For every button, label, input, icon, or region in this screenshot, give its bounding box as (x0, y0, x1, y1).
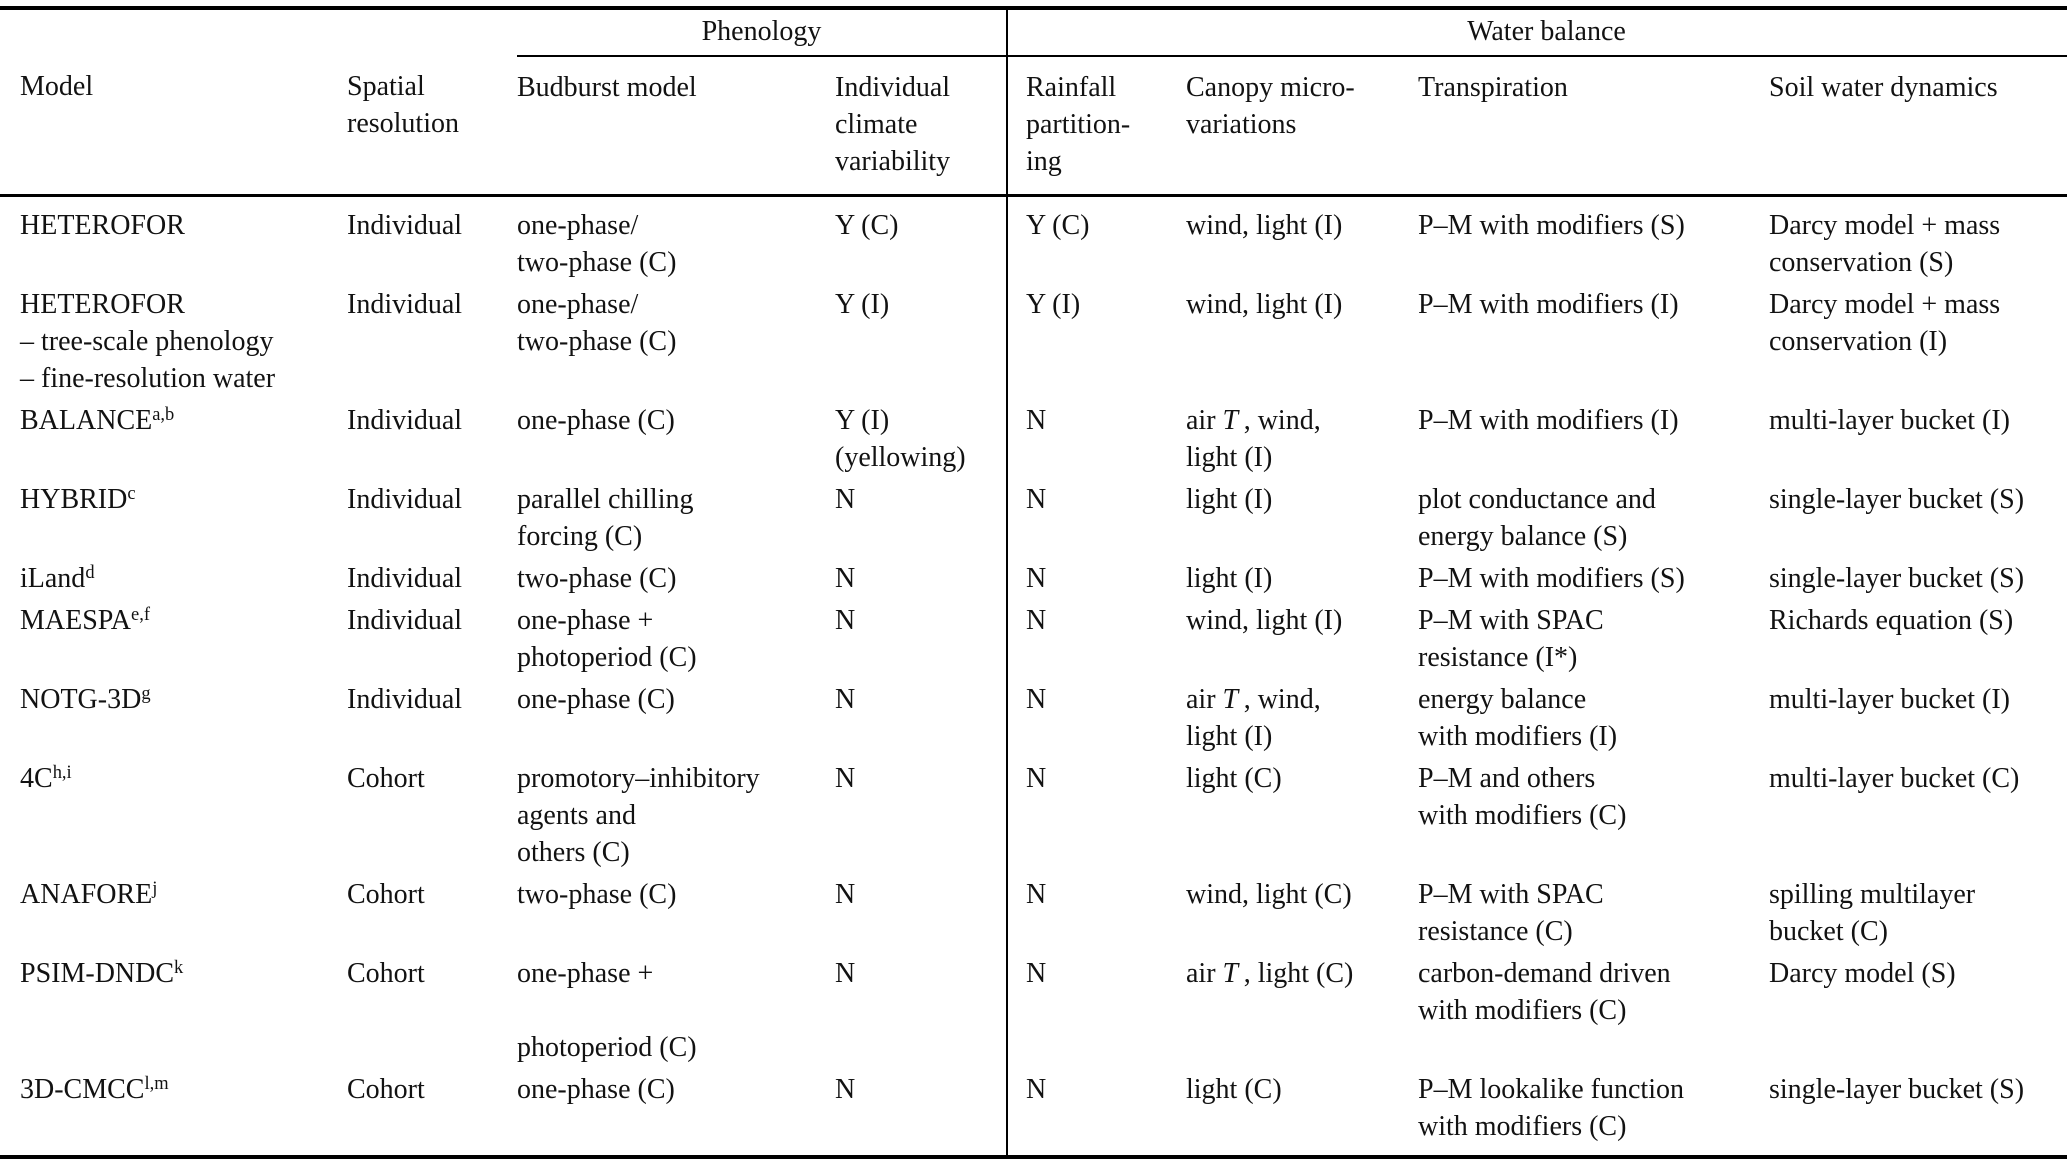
cell-spatial (347, 676, 517, 755)
cell-line: N (835, 563, 856, 594)
table-row (0, 755, 2067, 871)
table-row (0, 871, 2067, 950)
cell-canopy (1186, 1066, 1418, 1157)
cell-canopy (1186, 281, 1418, 397)
cell-model (0, 281, 347, 397)
cell-line: wind, light (I) (1186, 210, 1343, 241)
cell-soil (1769, 597, 2067, 676)
cell-budburst (517, 476, 835, 555)
group-label-phenology: Phenology (701, 16, 822, 47)
table-body (0, 196, 2067, 1158)
cell-line: two-phase (C) (517, 879, 677, 910)
cell-line: energy balance (S) (1418, 521, 1628, 552)
cell-soil (1769, 281, 2067, 397)
cell-canopy (1186, 397, 1418, 476)
cell-line: N (1026, 563, 1047, 594)
cell-budburst (517, 555, 835, 597)
cell-line: MAESPA$^{e,f}$ (20, 603, 150, 636)
cell-line: light (I) (1186, 563, 1273, 594)
cell-rainfall (1007, 755, 1186, 871)
cell-line: one-phase (C) (517, 684, 675, 715)
cell-line: P–M and others (1418, 763, 1596, 794)
cell-soil (1769, 196, 2067, 282)
cell-budburst (517, 397, 835, 476)
cell-soil (1769, 755, 2067, 871)
cell-line: with modifiers (C) (1418, 1111, 1627, 1142)
cell-spatial (347, 397, 517, 476)
cell-line: one-phase/ (517, 289, 639, 320)
cell-icv (835, 1066, 1007, 1157)
cell-line: BALANCE$^{a,b}$ (20, 403, 175, 436)
cell-line: (yellowing) (835, 442, 966, 473)
cell-transpiration (1418, 871, 1769, 950)
cell-line: HYBRID$^c$ (20, 482, 136, 515)
cell-line: photoperiod (C) (517, 1032, 697, 1063)
column-header-row (0, 56, 2067, 196)
cell-rainfall (1007, 597, 1186, 676)
cell-line: Individual (347, 210, 463, 241)
cell-line: two-phase (C) (517, 563, 677, 594)
cell-model (0, 397, 347, 476)
cell-line: energy balance (1418, 684, 1587, 715)
cell-line: HETEROFOR (20, 210, 185, 241)
cell-line: Individual (347, 405, 463, 436)
cell-spatial (347, 755, 517, 871)
cell-budburst (517, 950, 835, 1066)
cell-spatial (347, 597, 517, 676)
cell-line: N (835, 1074, 856, 1105)
cell-model (0, 597, 347, 676)
cell-line: promotory–inhibitory (517, 763, 760, 794)
cell-line: carbon-demand driven (1418, 958, 1671, 989)
cell-spatial (347, 281, 517, 397)
cell-line: one-phase/ (517, 210, 639, 241)
cell-line: $4C^{h,i}$ (20, 761, 72, 794)
cell-line: two-phase (C) (517, 326, 677, 357)
column-header-transpiration: Transpiration (1418, 56, 1769, 196)
cell-line: two-phase (C) (517, 247, 677, 278)
cell-line: N (1026, 879, 1047, 910)
cell-line: – tree-scale phenology (20, 326, 274, 357)
cell-line: one-phase (C) (517, 405, 675, 436)
column-header-icv: Individual climate variability (835, 56, 1007, 196)
cell-rainfall (1007, 281, 1186, 397)
cell-line: resistance (C) (1418, 916, 1573, 947)
cell-transpiration (1418, 281, 1769, 397)
cell-line: N (835, 605, 856, 636)
cell-line: parallel chilling (517, 484, 694, 515)
cell-icv (835, 871, 1007, 950)
cell-soil (1769, 950, 2067, 1066)
group-header-water-balance (1007, 8, 2067, 56)
cell-icv (835, 281, 1007, 397)
cell-spatial (347, 871, 517, 950)
cell-budburst (517, 755, 835, 871)
cell-rainfall (1007, 1066, 1186, 1157)
cell-line: light (I) (1186, 721, 1273, 752)
cell-transpiration (1418, 755, 1769, 871)
cell-line: N (1026, 684, 1047, 715)
cell-line: PSIM-DNDC$^k$ (20, 956, 184, 989)
cell-transpiration (1418, 676, 1769, 755)
cell-canopy (1186, 871, 1418, 950)
cell-transpiration (1418, 1066, 1769, 1157)
cell-rainfall (1007, 871, 1186, 950)
table-row (0, 281, 2067, 397)
cell-icv (835, 950, 1007, 1066)
table-row (0, 597, 2067, 676)
cell-line: N (835, 763, 856, 794)
cell-line: Richards equation (S) (1769, 605, 2014, 636)
cell-transpiration (1418, 397, 1769, 476)
cell-line: Darcy model (S) (1769, 958, 1956, 989)
cell-soil (1769, 476, 2067, 555)
cell-icv (835, 196, 1007, 282)
cell-line: with modifiers (I) (1418, 721, 1618, 752)
cell-line: Individual (347, 605, 463, 636)
cell-line: N (835, 958, 856, 989)
cell-line: wind, light (I) (1186, 289, 1343, 320)
cell-line: agents and (517, 800, 636, 831)
cell-line: Cohort (347, 879, 425, 910)
cell-canopy (1186, 555, 1418, 597)
models-comparison-table (0, 6, 2067, 1159)
cell-line: P–M with modifiers (I) (1418, 405, 1679, 436)
cell-line: light (I) (1186, 442, 1273, 473)
cell-line: Y (I) (835, 289, 890, 320)
column-header-canopy: Canopy micro- variations (1186, 56, 1418, 196)
cell-icv (835, 555, 1007, 597)
cell-line: N (1026, 405, 1047, 436)
group-header-spacer (0, 8, 517, 56)
cell-line: multi-layer bucket (I) (1769, 684, 2011, 715)
column-header-soil: Soil water dynamics (1769, 56, 2067, 196)
table-row (0, 950, 2067, 1066)
cell-rainfall (1007, 397, 1186, 476)
cell-line: light (I) (1186, 484, 1273, 515)
cell-line: multi-layer bucket (I) (1769, 405, 2011, 436)
cell-line: Individual (347, 684, 463, 715)
cell-line: 3D-CMCC$^{l,m}$ (20, 1072, 169, 1105)
group-header-phenology (517, 8, 1007, 56)
cell-line: wind, light (I) (1186, 605, 1343, 636)
cell-canopy (1186, 950, 1418, 1066)
cell-line: air T , wind, (1186, 405, 1321, 436)
cell-soil (1769, 397, 2067, 476)
cell-budburst (517, 281, 835, 397)
cell-line: Darcy model + mass (1769, 210, 2001, 241)
cell-line: wind, light (C) (1186, 879, 1352, 910)
cell-line: spilling multilayer (1769, 879, 1976, 910)
cell-line: Cohort (347, 1074, 425, 1105)
cell-line: HETEROFOR (20, 289, 185, 320)
cell-line: P–M with modifiers (S) (1418, 563, 1685, 594)
cell-line: single-layer bucket (S) (1769, 563, 2025, 594)
cell-line (517, 992, 835, 1029)
cell-spatial (347, 476, 517, 555)
cell-line: N (1026, 605, 1047, 636)
cell-line: NOTG-$3D^g$ (20, 682, 151, 715)
column-header-spatial: Spatial resolution (347, 56, 517, 196)
cell-budburst (517, 871, 835, 950)
cell-line: light (C) (1186, 763, 1282, 794)
cell-line: Darcy model + mass (1769, 289, 2001, 320)
cell-model (0, 1066, 347, 1157)
cell-model (0, 676, 347, 755)
cell-line: one-phase + (517, 605, 654, 636)
cell-line: single-layer bucket (S) (1769, 484, 2025, 515)
cell-model (0, 555, 347, 597)
table-row (0, 1066, 2067, 1157)
table-row (0, 555, 2067, 597)
cell-line: Individual (347, 484, 463, 515)
cell-line: P–M with SPAC (1418, 605, 1604, 636)
column-header-rainfall: Rainfall partition- ing (1007, 56, 1186, 196)
cell-transpiration (1418, 476, 1769, 555)
cell-line: photoperiod (C) (517, 642, 697, 673)
column-header-model: Model (0, 56, 347, 196)
cell-transpiration (1418, 950, 1769, 1066)
cell-line: Cohort (347, 958, 425, 989)
cell-line: Y (I) (1026, 289, 1081, 320)
column-header-budburst: Budburst model (517, 56, 835, 196)
cell-model (0, 755, 347, 871)
table-row (0, 196, 2067, 282)
cell-line: N (835, 879, 856, 910)
cell-line: P–M with SPAC (1418, 879, 1604, 910)
cell-transpiration (1418, 597, 1769, 676)
cell-canopy (1186, 755, 1418, 871)
cell-line: Y (C) (835, 210, 899, 241)
cell-spatial (347, 950, 517, 1066)
cell-icv (835, 755, 1007, 871)
cell-canopy (1186, 597, 1418, 676)
cell-line: Y (C) (1026, 210, 1090, 241)
cell-transpiration (1418, 555, 1769, 597)
cell-line: with modifiers (C) (1418, 800, 1627, 831)
cell-model (0, 950, 347, 1066)
cell-soil (1769, 871, 2067, 950)
cell-soil (1769, 1066, 2067, 1157)
cell-line: multi-layer bucket (C) (1769, 763, 2020, 794)
cell-line: one-phase (C) (517, 1074, 675, 1105)
cell-icv (835, 476, 1007, 555)
cell-line: conservation (I) (1769, 326, 1948, 357)
cell-spatial (347, 1066, 517, 1157)
cell-line: N (1026, 484, 1047, 515)
cell-line: Y (I) (835, 405, 890, 436)
cell-line: plot conductance and (1418, 484, 1656, 515)
cell-line: Individual (347, 563, 463, 594)
cell-line: single-layer bucket (S) (1769, 1074, 2025, 1105)
cell-budburst (517, 597, 835, 676)
cell-line: forcing (C) (517, 521, 643, 552)
group-label-water-balance: Water balance (1467, 16, 1626, 47)
cell-line: P–M with modifiers (I) (1418, 289, 1679, 320)
cell-line: resistance (I*) (1418, 642, 1578, 673)
group-header-row (0, 8, 2067, 56)
cell-spatial (347, 555, 517, 597)
table-row (0, 397, 2067, 476)
cell-line: – fine-resolution water (20, 363, 276, 394)
cell-line: with modifiers (C) (1418, 995, 1627, 1026)
table-row (0, 476, 2067, 555)
cell-spatial (347, 196, 517, 282)
cell-line: light (C) (1186, 1074, 1282, 1105)
cell-canopy (1186, 196, 1418, 282)
cell-canopy (1186, 676, 1418, 755)
cell-rainfall (1007, 555, 1186, 597)
cell-model (0, 476, 347, 555)
cell-line: P–M lookalike function (1418, 1074, 1684, 1105)
cell-line: N (1026, 763, 1047, 794)
cell-line: N (835, 684, 856, 715)
cell-line: one-phase + (517, 958, 654, 989)
cell-soil (1769, 676, 2067, 755)
cell-line: conservation (S) (1769, 247, 1954, 278)
cell-line: N (1026, 1074, 1047, 1105)
cell-line: iLand$^d$ (20, 561, 95, 594)
cell-budburst (517, 676, 835, 755)
cell-line: N (835, 484, 856, 515)
cell-rainfall (1007, 476, 1186, 555)
cell-rainfall (1007, 196, 1186, 282)
cell-line: others (C) (517, 837, 630, 868)
cell-transpiration (1418, 196, 1769, 282)
cell-soil (1769, 555, 2067, 597)
cell-budburst (517, 196, 835, 282)
cell-line: air T , light (C) (1186, 958, 1354, 989)
cell-budburst (517, 1066, 835, 1157)
cell-line: Cohort (347, 763, 425, 794)
cell-icv (835, 397, 1007, 476)
cell-canopy (1186, 476, 1418, 555)
cell-line: P–M with modifiers (S) (1418, 210, 1685, 241)
cell-icv (835, 676, 1007, 755)
cell-line: air T , wind, (1186, 684, 1321, 715)
cell-model (0, 196, 347, 282)
table-row (0, 676, 2067, 755)
cell-line: ANAFORE$^j$ (20, 877, 158, 910)
cell-model (0, 871, 347, 950)
cell-icv (835, 597, 1007, 676)
cell-line: Individual (347, 289, 463, 320)
cell-rainfall (1007, 676, 1186, 755)
cell-line: bucket (C) (1769, 916, 1888, 947)
cell-line: N (1026, 958, 1047, 989)
cell-rainfall (1007, 950, 1186, 1066)
